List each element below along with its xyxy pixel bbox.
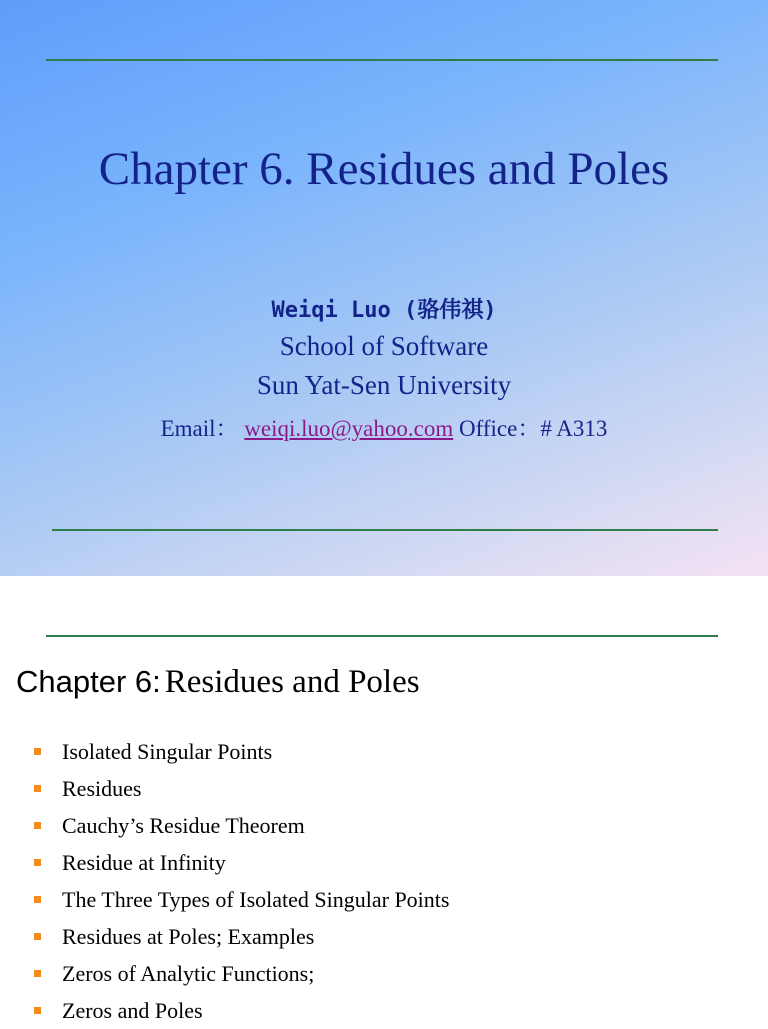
contents-slide <box>0 576 768 1024</box>
top-divider <box>46 59 718 61</box>
bullet-icon <box>34 785 41 792</box>
bottom-divider <box>52 529 718 531</box>
school-name: School of Software <box>279 331 489 361</box>
contents-title-prefix: Chapter 6: <box>16 664 161 699</box>
topic-list <box>34 733 449 1029</box>
office-info: Office：# A313 <box>459 416 608 441</box>
bullet-icon <box>34 1007 41 1014</box>
list-item: Residues <box>34 770 449 807</box>
list-item: The Three Types of Isolated Singular Points <box>34 881 449 918</box>
contents-title <box>16 664 420 701</box>
bullet-icon <box>34 896 41 903</box>
bullet-icon <box>34 859 41 866</box>
list-item: Zeros of Analytic Functions; <box>34 955 449 992</box>
list-item: Cauchy’s Residue Theorem <box>34 807 449 844</box>
list-item: Residues at Poles; Examples <box>34 918 449 955</box>
email-label: Email： <box>160 416 239 441</box>
email-link[interactable]: weiqi.luo@yahoo.com <box>244 416 454 441</box>
university-name: Sun Yat-Sen University <box>256 370 512 400</box>
bullet-icon <box>34 933 41 940</box>
list-item: Residue at Infinity <box>34 844 449 881</box>
bullet-icon <box>34 822 41 829</box>
top-divider <box>46 635 718 637</box>
bullet-icon <box>34 748 41 755</box>
list-item: Zeros and Poles <box>34 992 449 1029</box>
contact-line <box>0 410 768 443</box>
contents-title-text: Residues and Poles <box>164 664 420 700</box>
list-item: Isolated Singular Points <box>34 733 449 770</box>
slide-title: Chapter 6. Residues and Poles <box>98 143 670 195</box>
bullet-icon <box>34 970 41 977</box>
author-name: Weiqi Luo (骆伟祺) <box>271 298 497 323</box>
